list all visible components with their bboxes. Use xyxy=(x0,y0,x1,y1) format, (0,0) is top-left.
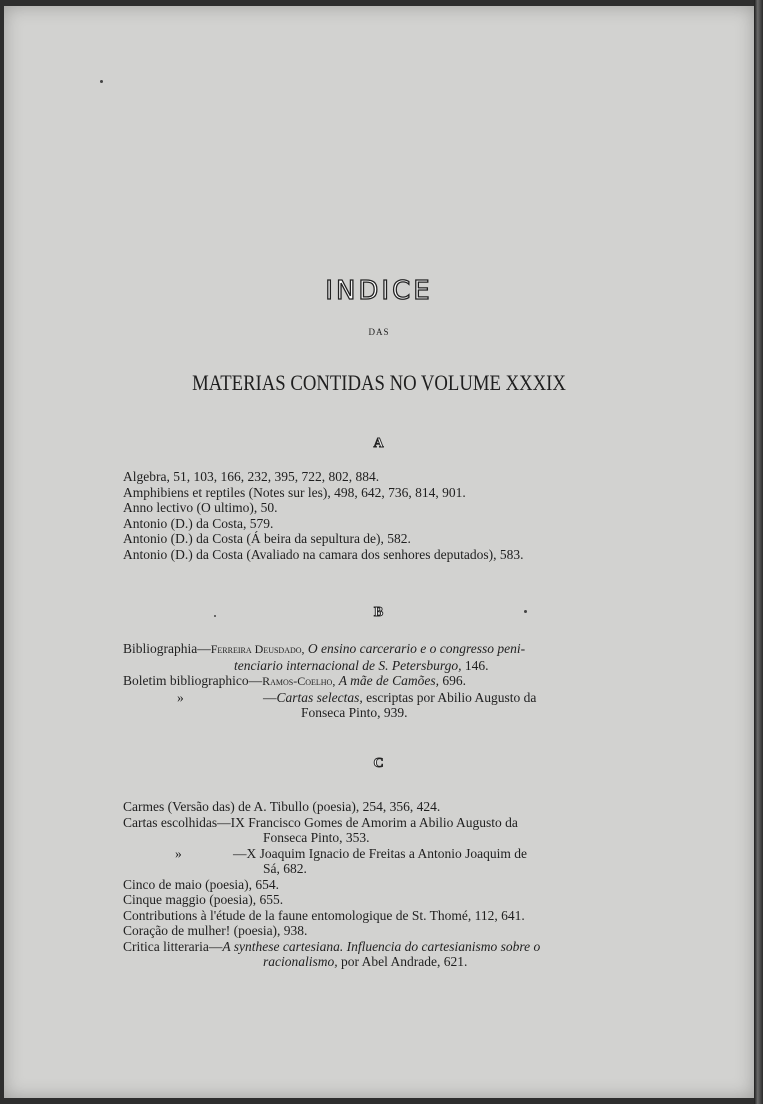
section-c-entries xyxy=(123,799,601,970)
entry-title: Cartas selectas, xyxy=(276,689,363,705)
index-entry xyxy=(123,690,601,706)
index-entry: Algebra, 51, 103, 166, 232, 395, 722, 802, 884. xyxy=(123,469,380,484)
index-entry xyxy=(123,939,601,955)
index-entry: Coração de mulher! (poesia), 938. xyxy=(123,923,308,938)
page-edge-shadow xyxy=(754,0,763,1104)
index-entry xyxy=(123,846,601,862)
entry-title: O ensino carcerario e o congresso peni- xyxy=(307,641,526,656)
entry-title: tenciario internacional de S. Petersburgo, xyxy=(234,657,462,673)
index-entry: Cartas escolhidas—IX Francisco Gomes de Amorim a Abilio Augusto da xyxy=(123,814,518,830)
entry-title: racionalismo, xyxy=(263,954,338,969)
ditto-mark: » xyxy=(175,845,182,861)
entry-text: —X Joaquim Ignacio de Freitas a Antonio Joaquim de xyxy=(233,845,527,861)
book-page xyxy=(4,6,754,1098)
index-entry-continuation: Fonseca Pinto, 939. xyxy=(301,705,408,720)
ditto-mark: » xyxy=(177,689,184,705)
index-entry-continuation: Fonseca Pinto, 353. xyxy=(263,830,370,845)
index-entry xyxy=(123,641,601,658)
index-entry-continuation xyxy=(123,658,601,674)
section-b-entries xyxy=(123,641,601,721)
index-entry: Cinque maggio (poesia), 655. xyxy=(123,892,284,907)
index-entry: Antonio (D.) da Costa (Avaliado na camara dos senhores deputados), 583. xyxy=(123,546,524,562)
entry-text: escriptas por Abilio Augusto da xyxy=(366,689,537,705)
entry-heading: Critica litteraria— xyxy=(123,938,223,954)
section-letter-a: A xyxy=(373,436,385,451)
page-subtitle: MATERIAS CONTIDAS NO VOLUME XXXIX xyxy=(192,370,566,395)
index-entry: Anno lectivo (O ultimo), 50. xyxy=(123,500,278,515)
entry-text: por Abel Andrade, 621. xyxy=(341,954,468,969)
entry-heading: Boletim bibliographico— xyxy=(123,673,263,688)
entry-author: Ramos-Coelho, xyxy=(262,674,336,688)
index-entry: Carmes (Versão das) de A. Tibullo (poesia), 254, 356, 424. xyxy=(123,799,441,814)
index-entry-continuation xyxy=(123,954,601,970)
paper-speck xyxy=(524,610,527,613)
section-letter-b: B xyxy=(373,605,385,620)
section-letter-c: C xyxy=(373,756,385,771)
index-entry: Amphibiens et reptiles (Notes sur les), 498, 642, 736, 814, 901. xyxy=(123,484,466,500)
entry-dash: — xyxy=(263,689,277,705)
index-entry xyxy=(123,673,601,690)
index-entry-continuation: Sá, 682. xyxy=(263,861,307,876)
entry-page: 146. xyxy=(464,657,489,673)
section-a-entries xyxy=(123,469,601,562)
paper-speck xyxy=(100,80,103,83)
entry-title: A mãe de Camões, xyxy=(338,673,439,688)
index-entry: Antonio (D.) da Costa, 579. xyxy=(123,515,274,531)
entry-heading: Bibliographia— xyxy=(123,641,211,656)
index-entry: Antonio (D.) da Costa (Á beira da sepultura de), 582. xyxy=(123,531,411,546)
entry-author: Ferreira Deusdado, xyxy=(210,642,305,656)
page-title: INDICE xyxy=(325,276,433,306)
index-entry: Contributions à l'étude de la faune entomologique de St. Thomé, 112, 641. xyxy=(123,907,525,923)
title-connector: DAS xyxy=(368,327,390,337)
entry-page: 696. xyxy=(442,673,466,688)
entry-title: A synthese cartesiana. Influencia do cartesianismo sobre o xyxy=(222,938,541,954)
index-entry: Cinco de maio (poesia), 654. xyxy=(123,876,279,892)
paper-speck xyxy=(214,615,216,617)
